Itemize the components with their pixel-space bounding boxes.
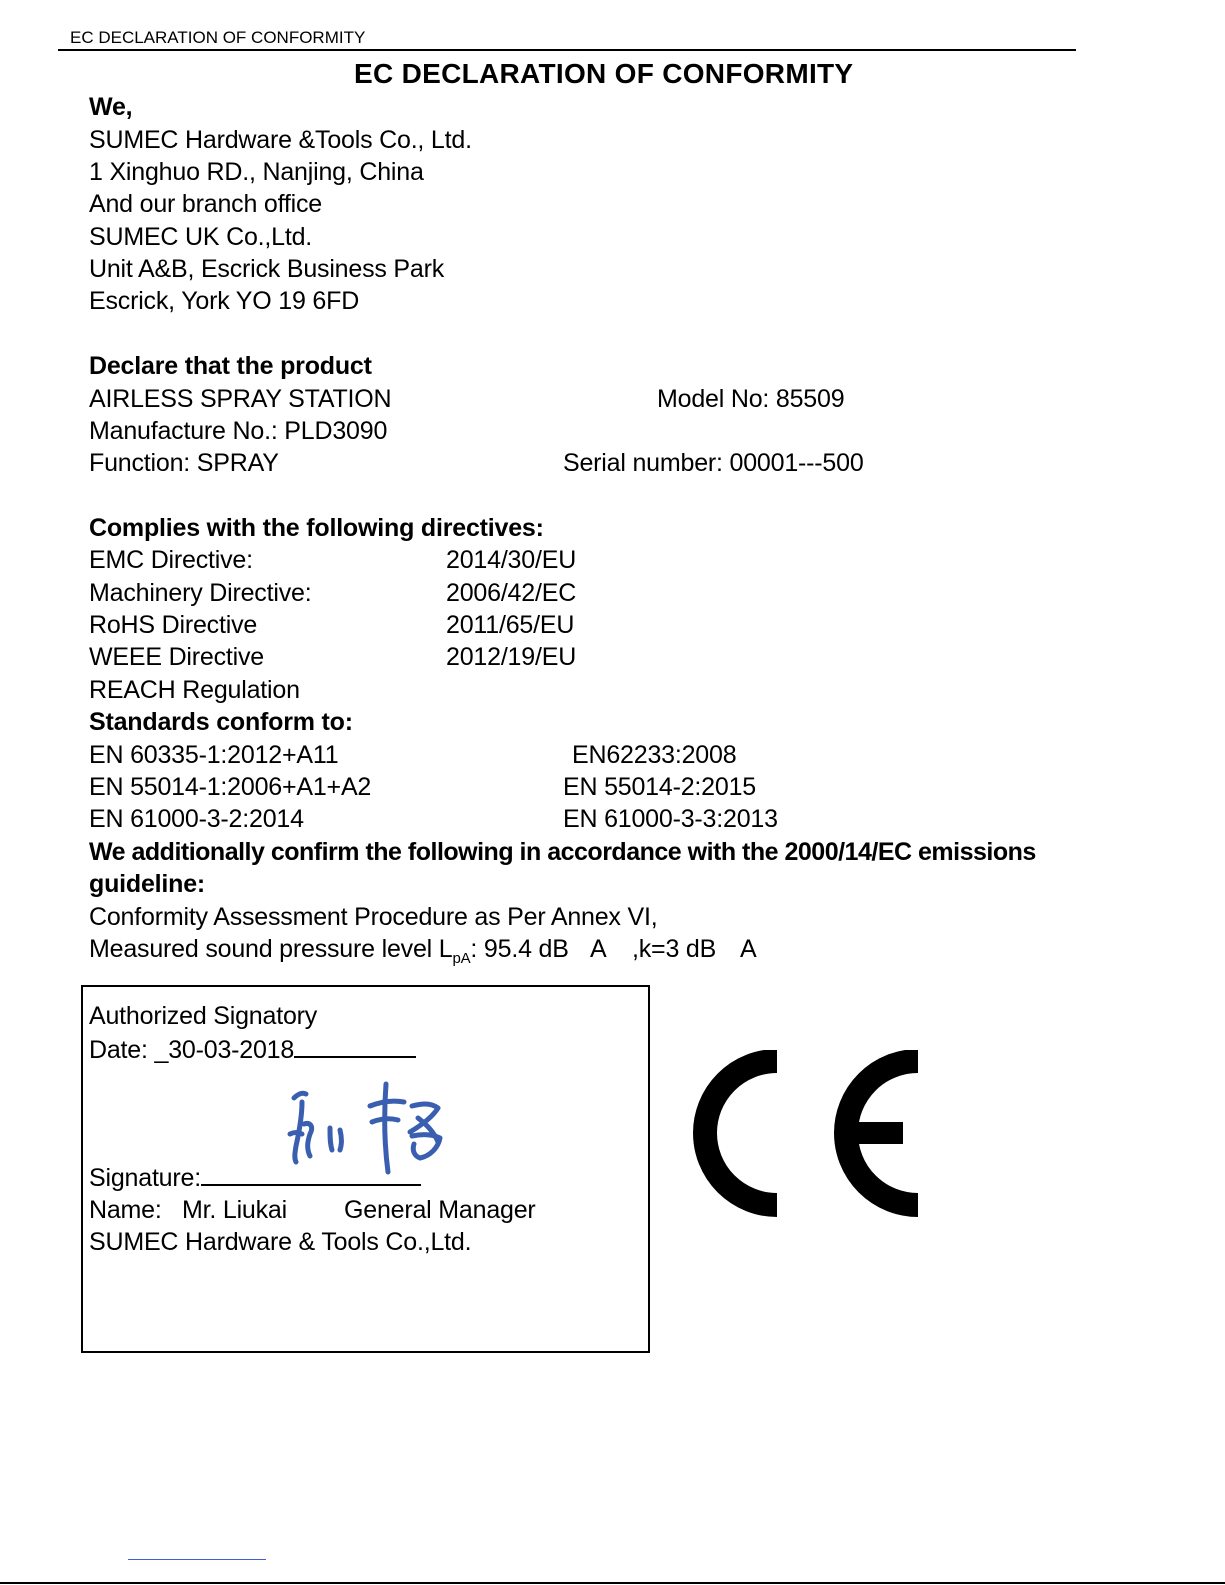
declarant-line-5: Unit A&B, Escrick Business Park bbox=[89, 255, 445, 283]
declarant-intro: We, bbox=[89, 93, 133, 121]
standard-right: EN 55014-2:2015 bbox=[563, 773, 756, 801]
emissions-heading-line-2: guideline: bbox=[89, 870, 206, 898]
product-model: Model No: 85509 bbox=[657, 385, 845, 413]
sound-unit-2: A bbox=[740, 935, 757, 963]
directive-name: WEEE Directive bbox=[89, 643, 265, 671]
declarant-line-6: Escrick, York YO 19 6FD bbox=[89, 287, 360, 315]
standard-left: EN 55014-1:2006+A1+A2 bbox=[89, 773, 372, 801]
product-name: AIRLESS SPRAY STATION bbox=[89, 385, 392, 413]
declarant-line-4: SUMEC UK Co.,Ltd. bbox=[89, 223, 313, 251]
directives-heading: Complies with the following directives: bbox=[89, 514, 544, 542]
signatory-name: Mr. Liukai bbox=[182, 1196, 287, 1224]
directive-name: REACH Regulation bbox=[89, 676, 300, 704]
assessment-procedure: Conformity Assessment Procedure as Per Annex VI, bbox=[89, 903, 658, 931]
sound-pressure-line bbox=[89, 934, 569, 968]
signature-label: Signature: bbox=[89, 1164, 201, 1192]
ce-mark-icon bbox=[688, 1050, 924, 1220]
signatory-position: General Manager bbox=[344, 1196, 536, 1224]
sound-value: : 95.4 dB bbox=[470, 935, 569, 963]
document-title: EC DECLARATION OF CONFORMITY bbox=[354, 58, 854, 89]
directive-ref: 2006/42/EC bbox=[446, 579, 577, 607]
sound-k-value: ,k=3 dB bbox=[632, 935, 717, 963]
date-label: Date: _30-03-2018 bbox=[89, 1036, 295, 1064]
bottom-rule bbox=[0, 1582, 1225, 1584]
declarant-line-3: And our branch office bbox=[89, 190, 322, 218]
running-header: EC DECLARATION OF CONFORMITY bbox=[70, 28, 366, 47]
directive-name: Machinery Directive: bbox=[89, 579, 312, 607]
name-label: Name: bbox=[89, 1196, 162, 1224]
signature-underline bbox=[201, 1162, 421, 1186]
directive-ref: 2011/65/EU bbox=[446, 611, 575, 639]
product-function: Function: SPRAY bbox=[89, 449, 279, 477]
directive-name: EMC Directive: bbox=[89, 546, 253, 574]
sound-prefix: Measured sound pressure level L bbox=[89, 935, 453, 963]
declarant-line-2: 1 Xinghuo RD., Nanjing, China bbox=[89, 158, 424, 186]
manufacture-number: Manufacture No.: PLD3090 bbox=[89, 417, 388, 445]
date-underline bbox=[294, 1034, 416, 1058]
serial-number: Serial number: 00001---500 bbox=[563, 449, 864, 477]
emissions-heading-line-1: We additionally confirm the following in accordance with the 2000/14/EC emissions bbox=[89, 838, 1036, 866]
header-rule bbox=[58, 49, 1076, 51]
standard-left: EN 60335-1:2012+A11 bbox=[89, 741, 339, 769]
signatory-company: SUMEC Hardware & Tools Co.,Ltd. bbox=[89, 1228, 472, 1256]
directive-ref: 2014/30/EU bbox=[446, 546, 577, 574]
sound-unit-1: A bbox=[590, 935, 607, 963]
directive-name: RoHS Directive bbox=[89, 611, 258, 639]
directive-ref: 2012/19/EU bbox=[446, 643, 577, 671]
bottom-link-rule bbox=[128, 1559, 266, 1560]
standard-right: EN62233:2008 bbox=[572, 741, 737, 769]
sound-subscript: pA bbox=[452, 950, 471, 967]
signature-line bbox=[89, 1162, 421, 1193]
product-heading: Declare that the product bbox=[89, 352, 372, 380]
standard-left: EN 61000-3-2:2014 bbox=[89, 805, 304, 833]
standard-right: EN 61000-3-3:2013 bbox=[563, 805, 778, 833]
declarant-line-1: SUMEC Hardware &Tools Co., Ltd. bbox=[89, 126, 472, 154]
standards-heading: Standards conform to: bbox=[89, 708, 353, 736]
signatory-title: Authorized Signatory bbox=[89, 1002, 318, 1030]
signatory-date bbox=[89, 1034, 416, 1065]
